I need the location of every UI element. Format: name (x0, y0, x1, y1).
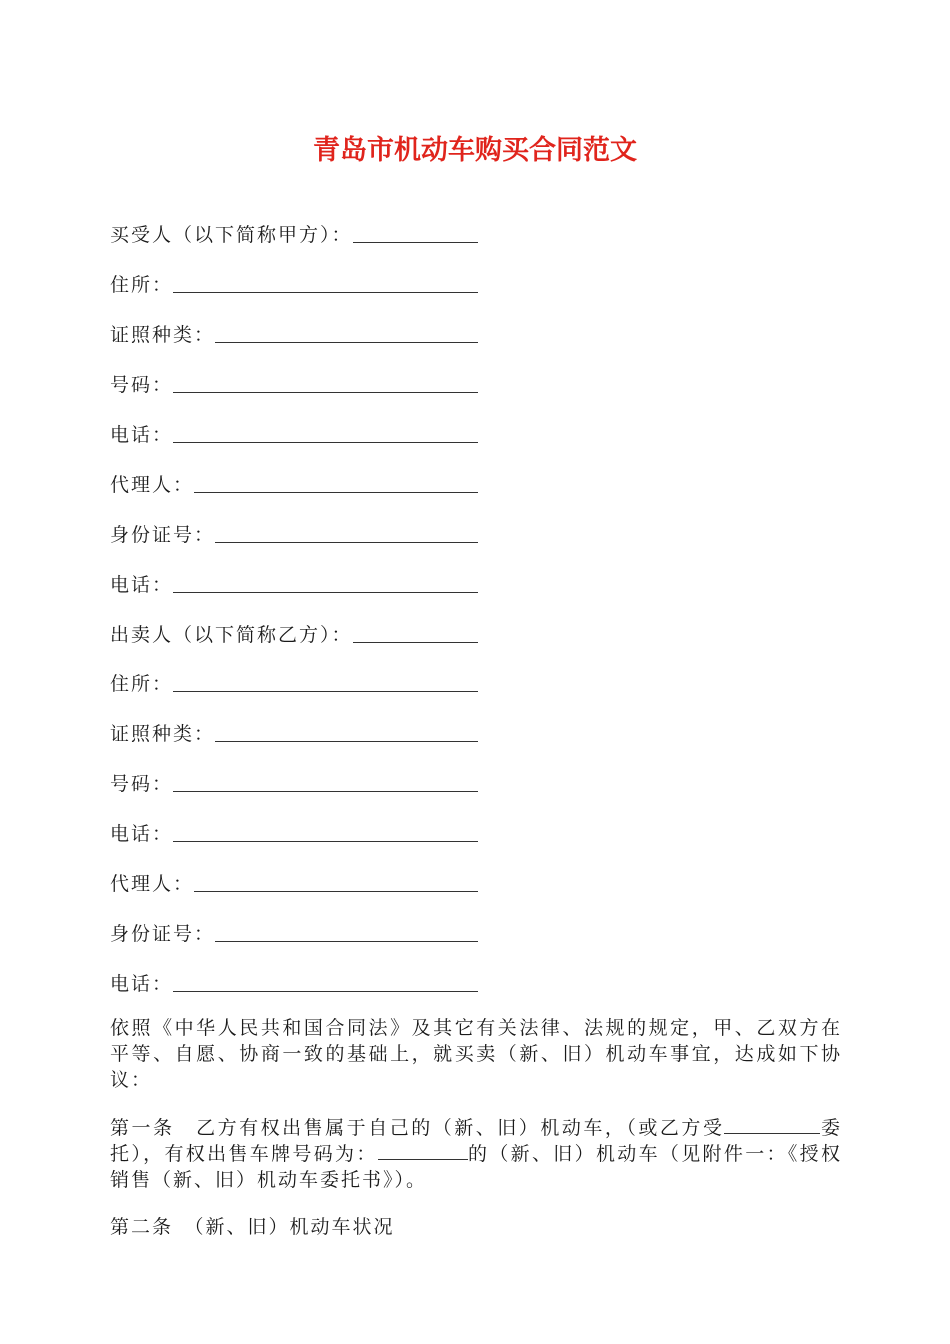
seller-phone-blank[interactable] (173, 821, 478, 842)
buyer-phone-label: 电话： (110, 424, 174, 446)
seller-agent-field (110, 865, 478, 895)
article-1-text-b: 委托），有权出售车牌号码为： (110, 1117, 842, 1165)
buyer-agent-idcard-field (110, 516, 478, 546)
buyer-id-type-blank[interactable] (215, 322, 478, 343)
buyer-id-number-blank[interactable] (173, 372, 478, 393)
buyer-name-field (110, 216, 478, 246)
buyer-agent-phone-blank[interactable] (173, 572, 478, 593)
seller-id-type-field (110, 715, 478, 745)
buyer-id-type-label: 证照种类： (110, 324, 216, 346)
buyer-phone-field (110, 416, 478, 446)
buyer-agent-idcard-blank[interactable] (215, 522, 478, 543)
seller-address-blank[interactable] (173, 671, 478, 692)
buyer-agent-blank[interactable] (194, 472, 478, 493)
seller-agent-label: 代理人： (110, 873, 195, 895)
document-title: 青岛市机动车购买合同范文 (313, 135, 637, 166)
seller-address-label: 住所： (110, 673, 174, 695)
article-2-heading: 第二条 （新、旧）机动车状况 (110, 1216, 395, 1238)
seller-name-blank[interactable] (353, 622, 478, 643)
article-1-text-a: 第一条 乙方有权出售属于自己的（新、旧）机动车，（或乙方受 (110, 1117, 725, 1139)
seller-agent-phone-field (110, 965, 478, 995)
buyer-id-number-field (110, 366, 478, 396)
buyer-agent-idcard-label: 身份证号： (110, 524, 216, 546)
seller-phone-field (110, 815, 478, 845)
buyer-phone-blank[interactable] (173, 422, 478, 443)
seller-address-field (110, 665, 478, 695)
seller-agent-phone-label: 电话： (110, 973, 174, 995)
seller-id-type-label: 证照种类： (110, 723, 216, 745)
buyer-name-blank[interactable] (353, 222, 478, 243)
buyer-agent-label: 代理人： (110, 474, 195, 496)
buyer-address-field (110, 266, 478, 296)
buyer-agent-field (110, 466, 478, 496)
buyer-agent-phone-label: 电话： (110, 574, 174, 596)
article-1-text-c: 的（新、旧）机动车（见附件一：《授权销售（新、旧）机动车委托书》）。 (110, 1143, 842, 1191)
seller-phone-label: 电话： (110, 823, 174, 845)
seller-id-type-blank[interactable] (215, 721, 478, 742)
seller-id-number-label: 号码： (110, 773, 174, 795)
seller-agent-idcard-field (110, 915, 478, 945)
article-1-principal-blank-continued[interactable] (802, 1115, 820, 1134)
seller-agent-phone-blank[interactable] (173, 971, 478, 992)
seller-agent-idcard-label: 身份证号： (110, 923, 216, 945)
seller-agent-idcard-blank[interactable] (215, 921, 478, 942)
buyer-name-label: 买受人（以下简称甲方）： (110, 224, 353, 246)
seller-name-field (110, 616, 478, 646)
article-1-plate-blank[interactable] (378, 1141, 468, 1160)
buyer-id-type-field (110, 316, 478, 346)
seller-agent-blank[interactable] (194, 871, 478, 892)
buyer-id-number-label: 号码： (110, 374, 174, 396)
buyer-agent-phone-field (110, 566, 478, 596)
buyer-address-label: 住所： (110, 274, 174, 296)
intro-paragraph: 依照《中华人民共和国合同法》及其它有关法律、法规的规定，甲、乙双方在平等、自愿、协商一致的基础上，就买卖（新、旧）机动车事宜，达成如下协议： (110, 1017, 842, 1091)
seller-id-number-field (110, 765, 478, 795)
seller-name-label: 出卖人（以下简称乙方）： (110, 624, 353, 646)
seller-id-number-blank[interactable] (173, 771, 478, 792)
buyer-address-blank[interactable] (173, 272, 478, 293)
article-1-principal-blank[interactable] (724, 1115, 802, 1134)
article-1-paragraph (110, 1115, 842, 1193)
